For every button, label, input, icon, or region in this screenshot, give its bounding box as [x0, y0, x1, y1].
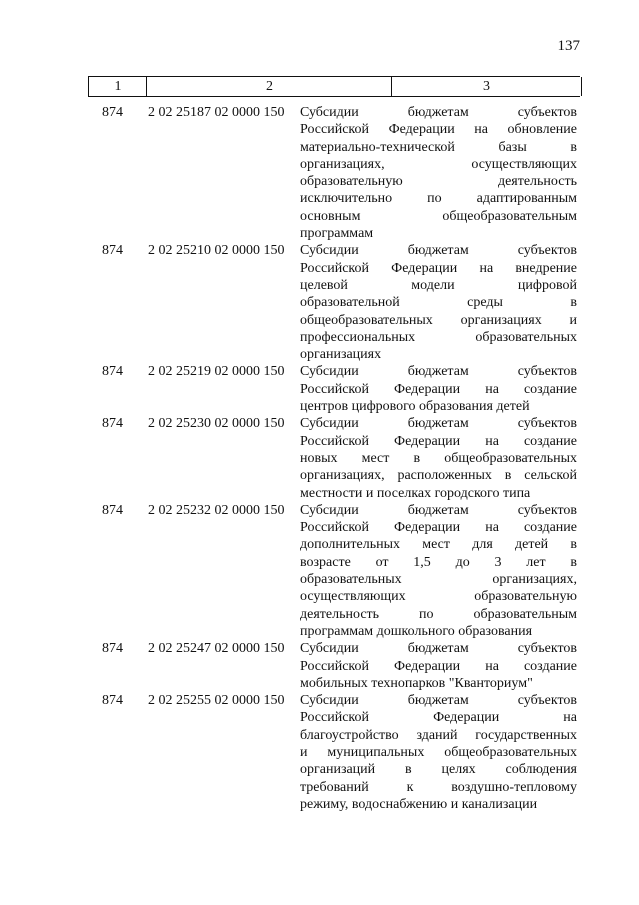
description-line: Российской Федерации на внедрение [300, 260, 577, 276]
description-line: образовательную деятельность [300, 174, 577, 190]
description-line: целевой модели цифровой [300, 277, 577, 293]
description-line: Субсидии бюджетам субъектов [300, 641, 577, 657]
admin-code-cell: 874 [102, 364, 123, 380]
table-row [0, 242, 639, 363]
description-cell [300, 104, 577, 242]
table-row [0, 640, 639, 692]
header-col-1: 1 [88, 77, 147, 96]
table-row [0, 415, 639, 501]
description-line: Субсидии бюджетам субъектов [300, 243, 577, 259]
header-col-3: 3 [391, 77, 582, 96]
header-col-2: 2 [146, 77, 392, 96]
admin-code-cell: 874 [102, 641, 123, 657]
description-line: программам [300, 226, 374, 242]
description-cell [300, 242, 577, 363]
description-cell [300, 692, 577, 813]
description-cell [300, 640, 577, 692]
page-number: 137 [557, 38, 580, 54]
admin-code-cell: 874 [102, 693, 123, 709]
description-line: организациях, осуществляющих [300, 156, 577, 172]
description-cell [300, 363, 577, 415]
description-line: Российской Федерации на создание [300, 520, 577, 536]
budget-code-cell: 2 02 25210 02 0000 150 [148, 243, 285, 259]
description-line: Субсидии бюджетам субъектов [300, 105, 577, 120]
description-line: мобильных технопарков "Кванториум" [300, 675, 533, 691]
description-line: и муниципальных общеобразовательных [300, 744, 577, 760]
admin-code-cell: 874 [102, 243, 123, 259]
description-line: центров цифрового образования детей [300, 399, 530, 415]
description-line: Российской Федерации на создание [300, 381, 577, 397]
description-line: благоустройство зданий государственных [300, 727, 577, 743]
table-row [0, 692, 639, 813]
description-line: общеобразовательных организациях и [300, 312, 577, 328]
admin-code-cell: 874 [102, 105, 123, 120]
description-line: материально-технической базы в [300, 139, 577, 155]
description-line: местности и поселках городского типа [300, 485, 531, 501]
description-line: требований к воздушно-тепловому [300, 779, 577, 795]
budget-code-cell: 2 02 25230 02 0000 150 [148, 416, 285, 432]
description-line: Субсидии бюджетам субъектов [300, 502, 577, 518]
description-line: Субсидии бюджетам субъектов [300, 364, 577, 380]
description-line: программам дошкольного образования [300, 623, 533, 639]
description-line: Российской Федерации на создание [300, 433, 577, 449]
table-row [0, 502, 639, 640]
admin-code-cell: 874 [102, 502, 123, 518]
table-body [0, 104, 639, 813]
description-cell [300, 502, 577, 640]
budget-code-cell: 2 02 25187 02 0000 150 [148, 105, 285, 120]
description-line: возрасте от 1,5 до 3 лет в [300, 554, 577, 570]
description-line: исключительно по адаптированным [300, 191, 577, 207]
table-row [0, 363, 639, 415]
description-line: дополнительных мест для детей в [300, 537, 577, 553]
budget-code-cell: 2 02 25255 02 0000 150 [148, 693, 285, 709]
description-line: организаций в целях соблюдения [300, 762, 577, 778]
description-line: Российской Федерации на [300, 710, 577, 726]
description-line: профессиональных образовательных [300, 329, 577, 345]
description-line: Субсидии бюджетам субъектов [300, 693, 577, 709]
description-line: образовательных организациях, [300, 572, 577, 588]
description-line: организациях [300, 347, 382, 363]
description-line: образовательной среды в [300, 295, 577, 311]
budget-code-cell: 2 02 25247 02 0000 150 [148, 641, 285, 657]
table-header [88, 76, 580, 97]
description-line: организациях, расположенных в сельской [300, 468, 577, 484]
description-line: режиму, водоснабжению и канализации [300, 796, 538, 812]
description-line: Российской Федерации на создание [300, 658, 577, 674]
budget-code-cell: 2 02 25232 02 0000 150 [148, 502, 285, 518]
description-line: основным общеобразовательным [300, 208, 577, 224]
table-row [0, 104, 639, 242]
description-line: осуществляющих образовательную [300, 589, 577, 605]
admin-code-cell: 874 [102, 416, 123, 432]
budget-code-cell: 2 02 25219 02 0000 150 [148, 364, 285, 380]
description-line: новых мест в общеобразовательных [300, 450, 577, 466]
description-line: Российской Федерации на обновление [300, 122, 577, 138]
description-cell [300, 415, 577, 501]
description-line: деятельность по образовательным [300, 606, 577, 622]
description-line: Субсидии бюджетам субъектов [300, 416, 577, 432]
